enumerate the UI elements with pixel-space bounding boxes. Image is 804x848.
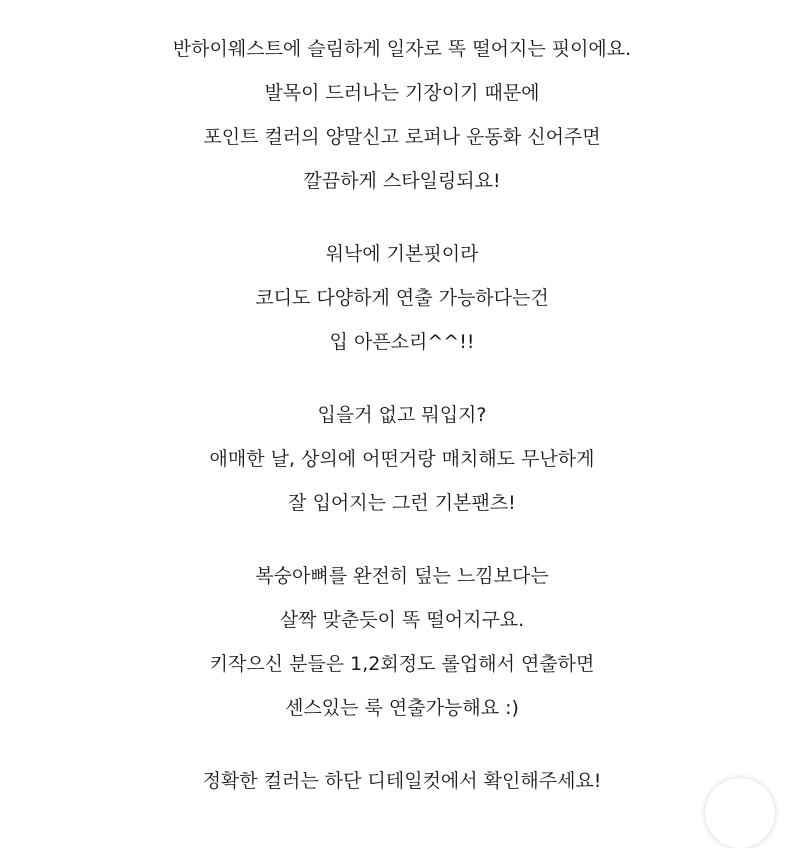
text-line: 입 아픈소리^^!! [329, 331, 475, 353]
text-line: 키작으신 분들은 1,2회정도 롤업해서 연출하면 [209, 653, 595, 675]
text-line: 살짝 맞춘듯이 똑 떨어지구요. [279, 609, 525, 631]
text-line: 워낙에 기본핏이라 [325, 243, 479, 265]
text-line: 센스있는 룩 연출가능해요 :) [285, 697, 519, 719]
text-line: 발목이 드러나는 기장이기 때문에 [264, 82, 540, 104]
text-line: 애매한 날, 상의에 어떤거랑 매치해도 무난하게 [209, 448, 595, 470]
text-line: 반하이웨스트에 슬림하게 일자로 똑 떨어지는 핏이에요. [172, 38, 632, 60]
text-line: 잘 입어지는 그런 기본팬츠! [288, 492, 516, 514]
text-line: 입을거 없고 뭐입지? [317, 404, 487, 426]
text-line: 코디도 다양하게 연출 가능하다는건 [255, 287, 549, 309]
text-line: 깔끔하게 스타일링되요! [303, 170, 501, 192]
text-line: 정확한 컬러는 하단 디테일컷에서 확인해주세요! [202, 770, 602, 792]
text-line: 복숭아뼈를 완전히 덮는 느낌보다는 [255, 565, 549, 587]
text-line: 포인트 컬러의 양말신고 로퍼나 운동화 신어주면 [203, 126, 601, 148]
floating-button[interactable] [705, 778, 775, 848]
